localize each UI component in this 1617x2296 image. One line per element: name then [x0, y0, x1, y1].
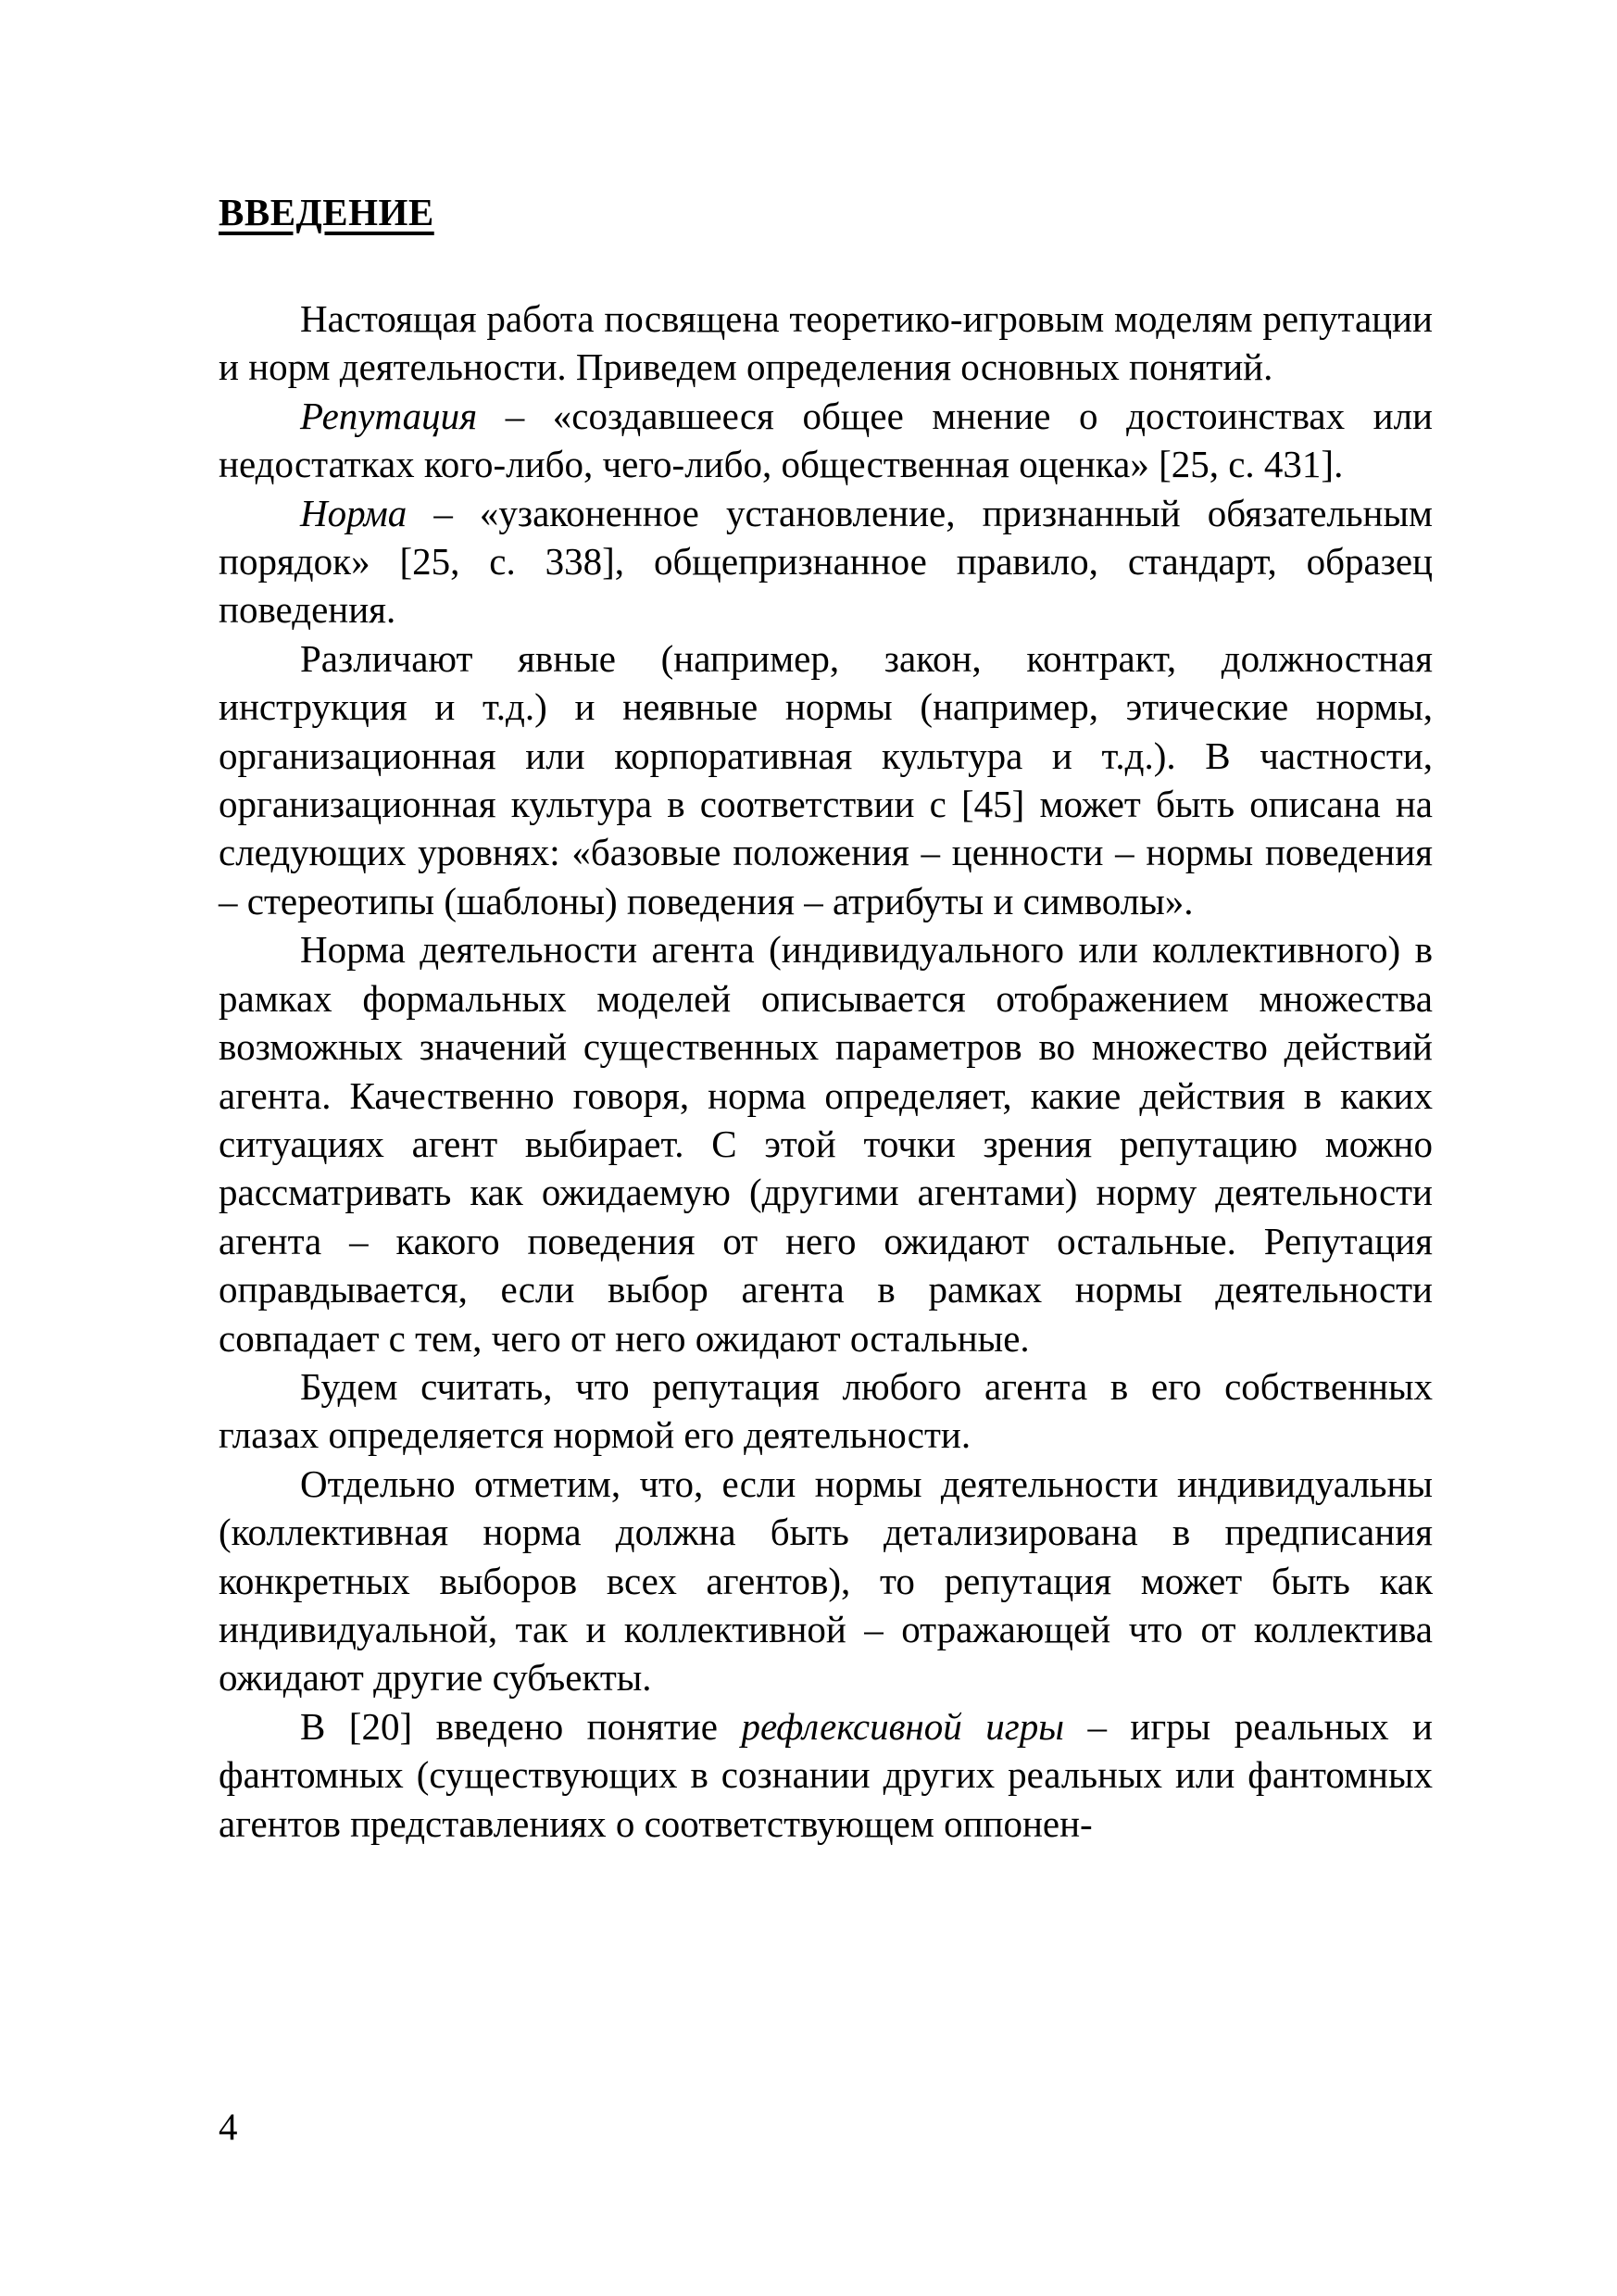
paragraph-reputation-definition — [219, 392, 1433, 489]
paragraph-own-reputation: Будем считать, что репутация любого агента в его собственных глазах определяется нормой его деятельности. — [219, 1364, 1433, 1457]
paragraph-agent-norm: Норма деятельности агента (индивидуального или коллективного) в рамках формальных моделей описывается отображением множества возможных значений существенных параметров во множество действий агента. Качественно говоря, норма определяет, какие действия в каких ситуациях агент выбирает. С этой точки зрения репутацию можно рассматривать как ожидаемую (другими агентами) норму деятельности агента – какого поведения от него ожидают остальные. Репутация оправдывается, если выбор агента в рамках нормы деятельности совпадает с тем, чего от него ожидают остальные. — [219, 928, 1433, 1360]
reflexive-game-intro: В [20] введено понятие — [300, 1704, 742, 1748]
reflexive-game-text: – игры реальных и фантомных (существующих в сознании других реальных или фантомных агентов представлениях о соответствующем оппонен- — [219, 1704, 1434, 1845]
term-reflexive-game: рефлексивной игры — [741, 1704, 1064, 1748]
section-heading: ВВЕДЕНИЕ — [219, 191, 434, 233]
paragraph-collective-reputation: Отдельно отметим, что, если нормы деятельности индивидуальны (коллективная норма должна быть детализирована в предписания конкретных выборов всех агентов), то репутация может быть как индивидуальной, так и коллективной – отражающей что от коллектива ожидают другие субъекты. — [219, 1462, 1433, 1700]
paragraph-norm-definition — [219, 489, 1433, 634]
term-norm: Норма — [300, 491, 407, 534]
body-text — [219, 295, 1433, 1848]
term-reputation: Репутация — [300, 394, 478, 437]
paragraph-reflexive-game — [219, 1702, 1433, 1848]
norm-definition-text: – «узаконенное установление, признанный обязательным порядок» [25, с. 338], общепризнанное правило, стандарт, образец поведения. — [219, 491, 1433, 632]
reputation-definition-text: – «создавшееся общее мнение о достоинствах или недостатках кого-либо, чего-либо, общественная оценка» [25, с. 431]. — [219, 394, 1433, 486]
page-number: 4 — [219, 2105, 238, 2148]
paragraph-explicit-implicit-norms: Различают явные (например, закон, контракт, должностная инструкция и т.д.) и неявные нормы (например, этические нормы, организационная или корпоративная культура и т.д.). В частности, организационная культура в соответствии с [45] может быть описана на следующих уровнях: «базовые положения – ценности – нормы поведения – стереотипы (шаблоны) поведения – атрибуты и символы». — [219, 636, 1433, 922]
paragraph-intro: Настоящая работа посвящена теоретико-игровым моделям репутации и норм деятельности. Приведем определения основных понятий. — [219, 297, 1433, 389]
